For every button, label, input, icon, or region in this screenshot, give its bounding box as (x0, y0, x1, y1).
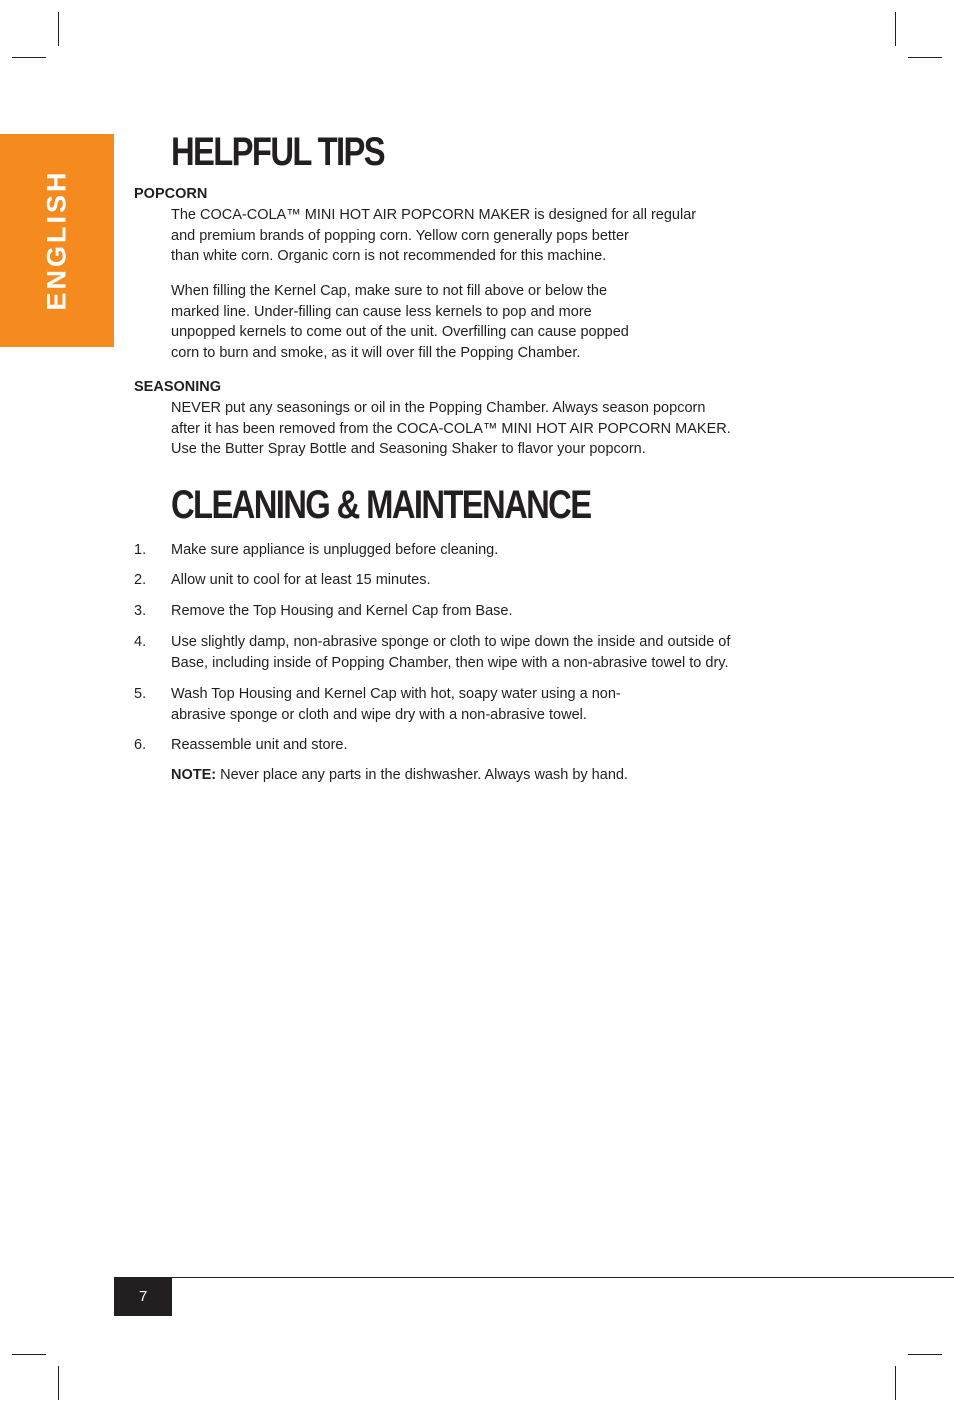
text-line: after it has been removed from the COCA-COLA™ MINI HOT AIR POPCORN MAKER. (171, 420, 731, 437)
crop-mark (58, 1366, 59, 1400)
page-number-box (114, 1277, 172, 1316)
language-tab (0, 134, 114, 347)
step-number: 6. (134, 737, 147, 753)
note-text: Never place any parts in the dishwasher. Always wash by hand. (216, 767, 628, 783)
page-number: 7 (139, 1288, 148, 1305)
step-text (171, 632, 730, 674)
text-line: Use the Butter Spray Bottle and Seasoning Shaker to flavor your popcorn. (171, 441, 646, 457)
note (171, 765, 628, 786)
crop-mark (895, 1366, 896, 1400)
text-line: corn to burn and smoke, as it will over fill the Popping Chamber. (171, 344, 581, 361)
text-line: and premium brands of popping corn. Yellow corn generally pops better (171, 227, 629, 244)
text-line: Wash Top Housing and Kernel Cap with hot, soapy water using a non- (171, 686, 621, 702)
crop-mark (12, 1354, 46, 1355)
text-line: Allow unit to cool for at least 15 minutes. (171, 572, 431, 588)
text-line: Use slightly damp, non-abrasive sponge or cloth to wipe down the inside and outside of (171, 634, 731, 650)
text-line: marked line. Under-filling can cause less kernels to pop and more (171, 303, 592, 320)
text-line: When filling the Kernel Cap, make sure to not fill above or below the (171, 283, 608, 299)
footer-rule (114, 1277, 954, 1278)
text-line: unpopped kernels to come out of the unit. Overfilling can cause popped (171, 324, 629, 340)
text-line: Make sure appliance is unplugged before cleaning. (171, 542, 499, 558)
crop-mark (908, 1354, 942, 1355)
popcorn-paragraph-2 (171, 281, 629, 363)
step-number: 4. (134, 634, 147, 650)
cleaning-title: CLEANING & MAINTENANCE (171, 483, 591, 527)
step-text (171, 735, 348, 756)
text-line: Base, including inside of Popping Chamber, then wipe with a non-abrasive towel to dry. (171, 655, 729, 671)
text-line: Remove the Top Housing and Kernel Cap from Base. (171, 603, 513, 619)
seasoning-heading: SEASONING (134, 379, 222, 395)
step-text (171, 684, 621, 726)
step-number: 3. (134, 603, 147, 619)
text-line: The COCA-COLA™ MINI HOT AIR POPCORN MAKER is designed for all regular (171, 207, 697, 223)
step-number: 5. (134, 686, 147, 702)
step-text (171, 540, 498, 561)
text-line: NEVER put any seasonings or oil in the Popping Chamber. Always season popcorn (171, 400, 706, 416)
popcorn-heading: POPCORN (134, 186, 208, 202)
crop-mark (895, 12, 896, 46)
text-line: than white corn. Organic corn is not recommended for this machine. (171, 248, 607, 264)
popcorn-paragraph-1 (171, 205, 696, 267)
step-text (171, 601, 512, 622)
language-label: ENGLISH (41, 169, 72, 311)
helpful-tips-title: HELPFUL TIPS (171, 130, 384, 174)
crop-mark (908, 57, 942, 58)
text-line: Reassemble unit and store. (171, 737, 348, 753)
crop-mark (12, 57, 46, 58)
seasoning-paragraph (171, 398, 731, 460)
step-number: 2. (134, 572, 147, 588)
text-line: abrasive sponge or cloth and wipe dry with a non-abrasive towel. (171, 707, 587, 723)
step-number: 1. (134, 542, 147, 558)
note-label: NOTE: (171, 767, 217, 783)
crop-mark (58, 12, 59, 46)
step-text (171, 570, 431, 591)
